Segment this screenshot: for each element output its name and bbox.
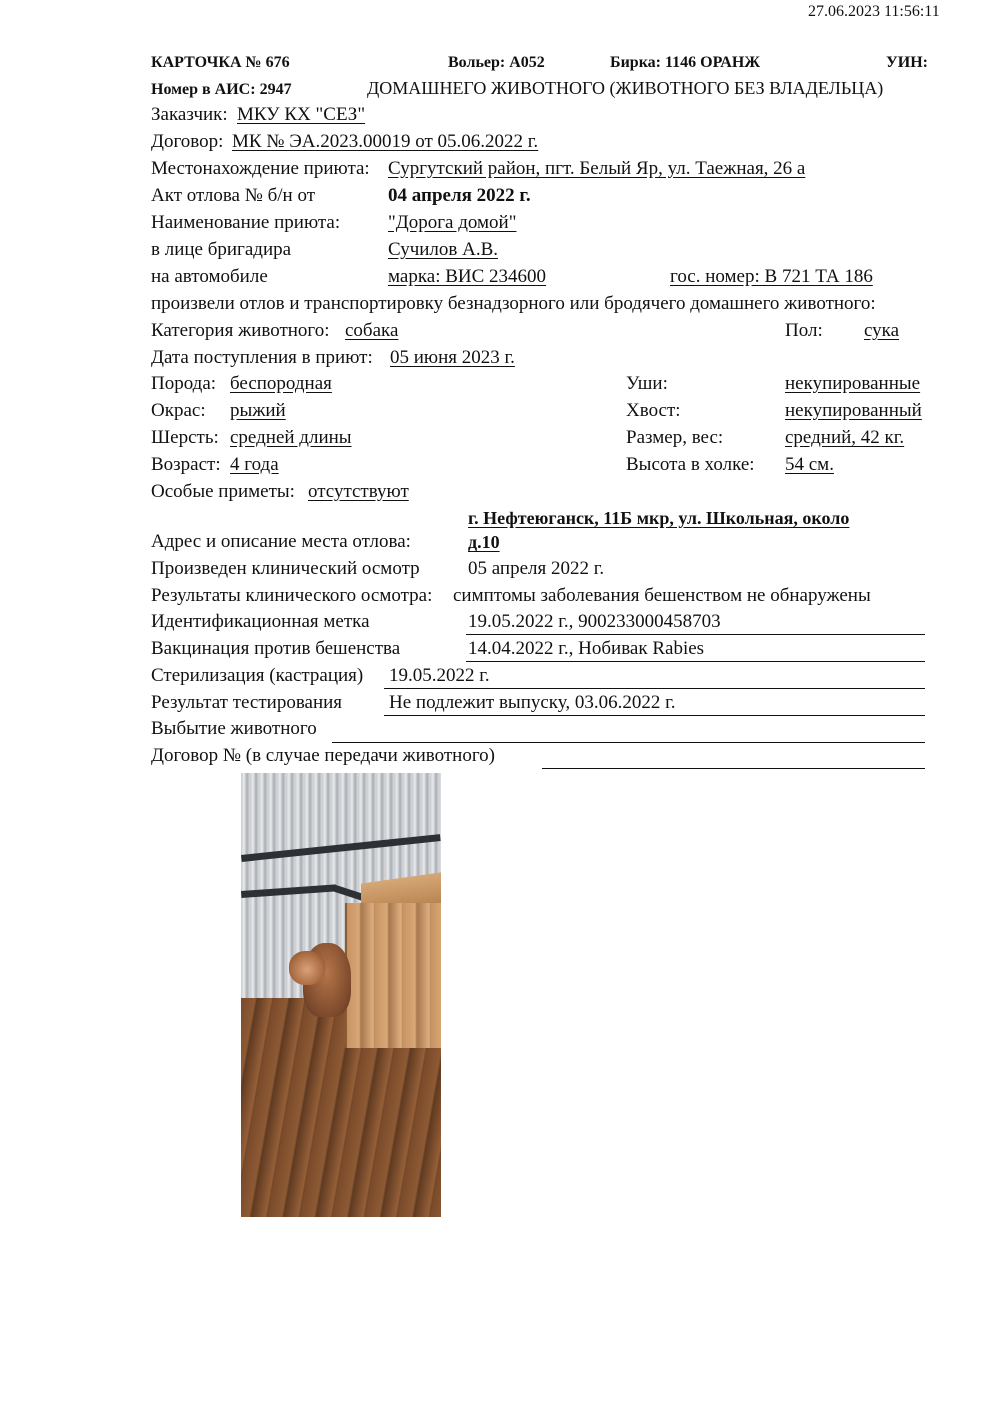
brigadier-value: Сучилов А.В.: [388, 239, 499, 260]
shelter-name-value: "Дорога домой": [388, 212, 517, 233]
breed-value: беспородная: [230, 373, 332, 394]
customer-label: Заказчик:: [151, 104, 228, 125]
tag: Бирка: 1146 ОРАНЖ: [610, 54, 761, 71]
uin: УИН:: [886, 54, 928, 71]
shelter-location-value: Сургутский район, пгт. Белый Яр, ул. Таежная, 26 а: [388, 158, 806, 179]
photo-doghouse: [345, 903, 441, 1048]
departure-line: [332, 742, 925, 743]
sterilization-line: [384, 688, 925, 689]
clinical-exam-value: 05 апреля 2022 г.: [468, 558, 605, 579]
vehicle-brand: марка: ВИС 234600: [388, 266, 547, 287]
height-value: 54 см.: [785, 454, 834, 475]
sex-label: Пол:: [785, 320, 823, 341]
capture-address-label: Адрес и описание места отлова:: [151, 531, 411, 552]
transfer-contract-label: Договор № (в случае передачи животного): [151, 745, 495, 766]
sterilization-value: 19.05.2022 г.: [389, 665, 490, 686]
age-value: 4 года: [230, 454, 279, 475]
customer-value: МКУ КХ "СЕЗ": [237, 104, 366, 125]
height-label: Высота в холке:: [626, 454, 755, 475]
contract-value: МК № ЭА.2023.00019 от 05.06.2022 г.: [232, 131, 539, 152]
vaccination-value: 14.04.2022 г., Нобивак Rabies: [468, 638, 705, 659]
vehicle-label: на автомобиле: [151, 266, 268, 287]
coat-value: средней длины: [230, 427, 352, 448]
shelter-location-label: Местонахождение приюта:: [151, 158, 370, 179]
transfer-contract-line: [542, 768, 925, 769]
ears-label: Уши:: [626, 373, 668, 394]
breed-label: Порода:: [151, 373, 217, 394]
testing-line: [384, 715, 925, 716]
ears-value: некупированные: [785, 373, 921, 394]
color-label: Окрас:: [151, 400, 206, 421]
contract-label: Договор:: [151, 131, 224, 152]
tail-label: Хвост:: [626, 400, 681, 421]
category-value: собака: [345, 320, 399, 341]
exam-result-label: Результаты клинического осмотра:: [151, 585, 433, 606]
arrival-value: 05 июня 2023 г.: [390, 347, 515, 368]
age-label: Возраст:: [151, 454, 221, 475]
testing-label: Результат тестирования: [151, 692, 343, 713]
coat-label: Шерсть:: [151, 427, 219, 448]
animal-photo: [241, 773, 441, 1217]
card-number: КАРТОЧКА № 676: [151, 54, 290, 71]
departure-label: Выбытие животного: [151, 718, 317, 739]
special-marks-value: отсутствуют: [308, 481, 409, 502]
card-subtitle: ДОМАШНЕГО ЖИВОТНОГО (ЖИВОТНОГО БЕЗ ВЛАДЕЛЬЦА): [367, 78, 884, 98]
vaccination-line: [466, 661, 925, 662]
brigadier-label: в лице бригадира: [151, 239, 292, 260]
id-mark-label: Идентификационная метка: [151, 611, 370, 632]
category-label: Категория животного:: [151, 320, 330, 341]
photo-dog-head: [289, 951, 325, 985]
id-mark-value: 19.05.2022 г., 900233000458703: [468, 611, 721, 632]
enclosure: Вольер: A052: [448, 54, 545, 71]
size-label: Размер, вес:: [626, 427, 724, 448]
color-value: рыжий: [230, 400, 286, 421]
sterilization-label: Стерилизация (кастрация): [151, 665, 364, 686]
sex-value: сука: [864, 320, 900, 341]
tail-value: некупированный: [785, 400, 922, 421]
capture-act-label: Акт отлова № б/н от: [151, 185, 316, 206]
special-marks-label: Особые приметы:: [151, 481, 295, 502]
print-timestamp: 27.06.2023 11:56:11: [808, 3, 940, 20]
capture-address-line2: д.10: [468, 532, 500, 552]
shelter-name-label: Наименование приюта:: [151, 212, 341, 233]
vehicle-plate: гос. номер: В 721 ТА 186: [670, 266, 873, 287]
capture-act-value: 04 апреля 2022 г.: [388, 185, 531, 206]
exam-result-value: симптомы заболевания бешенством не обнаружены: [453, 585, 871, 606]
size-value: средний, 42 кг.: [785, 427, 905, 448]
id-mark-line: [466, 634, 925, 635]
ais-number: Номер в АИС: 2947: [151, 81, 292, 98]
clinical-exam-label: Произведен клинический осмотр: [151, 558, 420, 579]
vaccination-label: Вакцинация против бешенства: [151, 638, 401, 659]
capture-address-line1: г. Нефтеюганск, 11Б мкр, ул. Школьная, около: [468, 508, 850, 528]
capture-statement: произвели отлов и транспортировку безнадзорного или бродячего домашнего животного:: [151, 293, 876, 314]
arrival-label: Дата поступления в приют:: [151, 347, 373, 368]
testing-value: Не подлежит выпуску, 03.06.2022 г.: [389, 692, 676, 713]
